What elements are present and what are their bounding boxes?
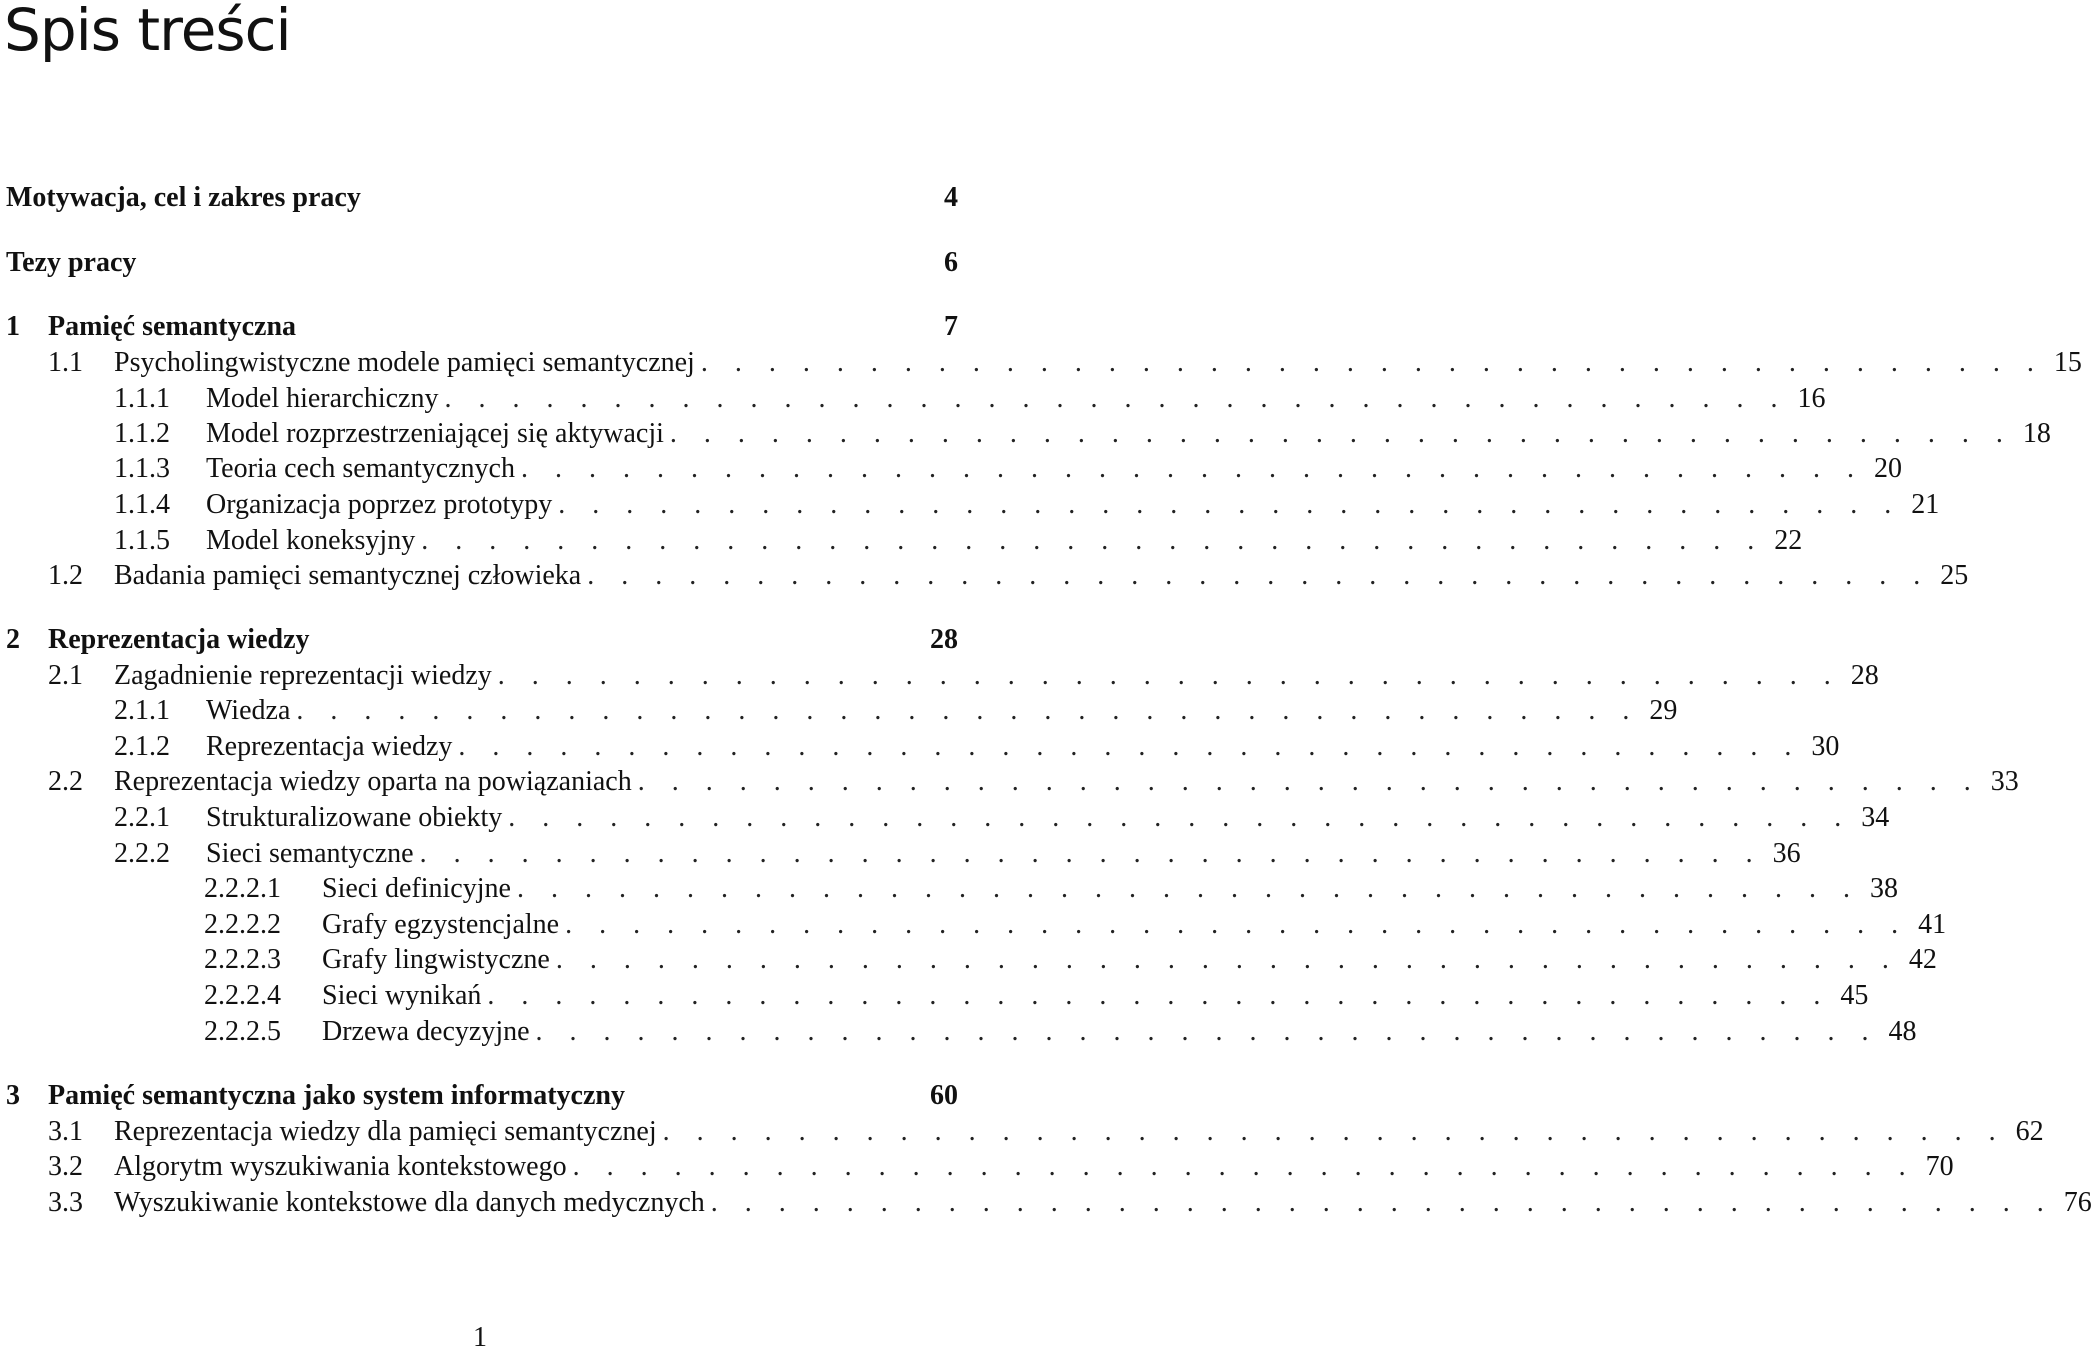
toc-subsection-entry[interactable] (0, 453, 1902, 487)
toc-subsection-entry[interactable] (0, 418, 2051, 452)
toc-leader-dots: . . . . . . . . . . . . . . . . . . . . . . . . . . . . . . . . . . . . . . . . (669, 418, 2013, 449)
toc-entry-number: 1.1.1 (114, 383, 170, 414)
toc-entry-number: 2.2.2.5 (204, 1016, 281, 1047)
toc-entry-label: Pamięć semantyczna jako system informatyczny (48, 1080, 625, 1111)
toc-section-entry[interactable] (0, 1151, 1954, 1185)
toc-entry-page: 4 (944, 182, 958, 213)
toc-entry-label: Motywacja, cel i zakres pracy (6, 182, 361, 213)
toc-leader-dots: . . . . . . . . . . . . . . . . . . . . . . . . . . . . . . . . . . . . . . . . (516, 873, 1860, 904)
toc-entry-label: Sieci wynikań (322, 980, 482, 1011)
toc-section-entry[interactable] (0, 1116, 2044, 1150)
toc-entry-label: Reprezentacja wiedzy dla pamięci semantycznej (114, 1116, 657, 1147)
toc-entry-label: Model hierarchiczny (206, 383, 439, 414)
toc-leader-dots: . . . . . . . . . . . . . . . . . . . . . . . . . . . . . . . . . . . . . . . . (587, 560, 1931, 591)
toc-leader-dots: . . . . . . . . . . . . . . . . . . . . . . . . . . . . . . . . . . . . . . . . (296, 695, 1640, 726)
toc-leader-dots: . . . . . . . . . . . . . . . . . . . . . . . . . . . . . . . . . . . . . . . . (487, 980, 1831, 1011)
toc-entry-label: Zagadnienie reprezentacji wiedzy (114, 660, 492, 691)
toc-entry-label: Teoria cech semantycznych (206, 453, 515, 484)
toc-entry-page: 15 (2053, 347, 2082, 378)
toc-entry-number: 2.1.1 (114, 695, 170, 726)
toc-entry-page: 21 (1911, 489, 1940, 520)
toc-entry-number: 2.2 (48, 766, 83, 797)
toc-entry-number: 3.2 (48, 1151, 83, 1182)
toc-leader-dots: . . . . . . . . . . . . . . . . . . . . . . . . . . . . . . . . . . . . . . . . (710, 1187, 2054, 1218)
toc-subsection-entry[interactable] (0, 525, 1803, 559)
toc-entry-page: 36 (1772, 838, 1801, 869)
toc-entry-label: Algorytm wyszukiwania kontekstowego (114, 1151, 567, 1182)
toc-entry-label: Sieci definicyjne (322, 873, 511, 904)
toc-entry-number: 1.1.2 (114, 418, 170, 449)
toc-subsection-entry[interactable] (0, 489, 1940, 523)
toc-leader-dots: . . . . . . . . . . . . . . . . . . . . . . . . . . . . . . . . . . . . . . . . (535, 1016, 1879, 1047)
toc-subsubsection-entry[interactable] (0, 980, 1869, 1014)
toc-entry-number: 2.1 (48, 660, 83, 691)
toc-leader-dots: . . . . . . . . . . . . . . . . . . . . . . . . . . . . . . . . . . . . . . . . (662, 1116, 2006, 1147)
toc-entry-number: 3.3 (48, 1187, 83, 1218)
toc-entry-number: 2.2.2.4 (204, 980, 281, 1011)
toc-subsection-entry[interactable] (0, 695, 1678, 729)
toc-entry-number: 2.2.2.1 (204, 873, 281, 904)
toc-entry-label: Grafy lingwistyczne (322, 944, 550, 975)
toc-section-entry[interactable] (0, 660, 1879, 694)
toc-subsubsection-entry[interactable] (0, 944, 1937, 978)
toc-section-entry[interactable] (0, 1187, 2092, 1221)
toc-chapter-entry[interactable] (0, 182, 960, 216)
toc-entry-number: 1.1.5 (114, 525, 170, 556)
toc-entry-page: 28 (1850, 660, 1879, 691)
toc-entry-label: Tezy pracy (6, 247, 137, 278)
toc-leader-dots: . . . . . . . . . . . . . . . . . . . . . . . . . . . . . . . . . . . . . . . . (444, 383, 1788, 414)
toc-chapter-entry[interactable] (0, 311, 960, 345)
toc-subsubsection-entry[interactable] (0, 873, 1898, 907)
toc-entry-page: 22 (1774, 525, 1803, 556)
page-title: Spis treści (4, 0, 291, 64)
toc-leader-dots: . . . . . . . . . . . . . . . . . . . . . . . . . . . . . . . . . . . . . . . . (558, 489, 1902, 520)
toc-entry-number: 1.1.4 (114, 489, 170, 520)
toc-entry-label: Pamięć semantyczna (48, 311, 297, 342)
toc-chapter-entry[interactable] (0, 624, 960, 658)
toc-leader-dots: . . . . . . . . . . . . . . . . . . . . . . . . . . . . . . . . . . . . . . . . (565, 909, 1909, 940)
toc-entry-label: Model koneksyjny (206, 525, 416, 556)
toc-entry-label: Sieci semantyczne (206, 838, 414, 869)
toc-leader-dots: . . . . . . . . . . . . . . . . . . . . . . . . . . . . . . . . . . . . . . . . (421, 525, 1765, 556)
toc-entry-label: Reprezentacja wiedzy (48, 624, 310, 655)
toc-leader-dots: . . . . . . . . . . . . . . . . . . . . . . . . . . . . . . . . . . . . . . . . (497, 660, 1841, 691)
toc-entry-page: 38 (1869, 873, 1898, 904)
toc-entry-label: Wiedza (206, 695, 291, 726)
page-number: 1 (473, 1322, 487, 1353)
toc-leader-dots: . . . . . . . . . . . . . . . . . . . . . . . . . . . . . . . . . . . . . . . . (520, 453, 1864, 484)
toc-subsection-entry[interactable] (0, 731, 1840, 765)
toc-entry-page: 29 (1649, 695, 1678, 726)
toc-entry-number: 1.2 (48, 560, 83, 591)
toc-entry-page: 62 (2015, 1116, 2044, 1147)
toc-entry-label: Wyszukiwanie kontekstowe dla danych medycznych (114, 1187, 705, 1218)
toc-subsection-entry[interactable] (0, 383, 1826, 417)
toc-section-entry[interactable] (0, 560, 1969, 594)
toc-entry-number: 1.1.3 (114, 453, 170, 484)
toc-entry-page: 70 (1925, 1151, 1954, 1182)
toc-entry-label: Reprezentacja wiedzy (206, 731, 453, 762)
toc-entry-label: Badania pamięci semantycznej człowieka (114, 560, 582, 591)
toc-section-entry[interactable] (0, 766, 2019, 800)
toc-subsubsection-entry[interactable] (0, 909, 1947, 943)
toc-entry-page: 18 (2022, 418, 2051, 449)
toc-entry-number: 2 (6, 624, 20, 655)
toc-subsection-entry[interactable] (0, 802, 1890, 836)
toc-entry-number: 2.2.2.3 (204, 944, 281, 975)
toc-entry-page: 48 (1888, 1016, 1917, 1047)
toc-entry-number: 1.1 (48, 347, 83, 378)
toc-entry-label: Reprezentacja wiedzy oparta na powiązaniach (114, 766, 632, 797)
toc-entry-number: 2.2.2.2 (204, 909, 281, 940)
toc-entry-page: 28 (930, 624, 958, 655)
toc-subsubsection-entry[interactable] (0, 1016, 1917, 1050)
toc-entry-label: Psycholingwistyczne modele pamięci semantycznej (114, 347, 695, 378)
toc-leader-dots: . . . . . . . . . . . . . . . . . . . . . . . . . . . . . . . . . . . . . . . . (555, 944, 1899, 975)
toc-entry-label: Strukturalizowane obiekty (206, 802, 503, 833)
toc-leader-dots: . . . . . . . . . . . . . . . . . . . . . . . . . . . . . . . . . . . . . . . . (419, 838, 1763, 869)
toc-entry-label: Organizacja poprzez prototypy (206, 489, 553, 520)
toc-leader-dots: . . . . . . . . . . . . . . . . . . . . . . . . . . . . . . . . . . . . . . . . (700, 347, 2044, 378)
toc-entry-label: Drzewa decyzyjne (322, 1016, 530, 1047)
toc-entry-page: 30 (1811, 731, 1840, 762)
toc-leader-dots: . . . . . . . . . . . . . . . . . . . . . . . . . . . . . . . . . . . . . . . . (572, 1151, 1916, 1182)
toc-entry-page: 16 (1797, 383, 1826, 414)
toc-entry-page: 76 (2063, 1187, 2092, 1218)
toc-entry-number: 3 (6, 1080, 20, 1111)
toc-leader-dots: . . . . . . . . . . . . . . . . . . . . . . . . . . . . . . . . . . . . . . . . (637, 766, 1981, 797)
toc-subsection-entry[interactable] (0, 838, 1801, 872)
toc-entry-page: 41 (1918, 909, 1947, 940)
toc-section-entry[interactable] (0, 347, 2082, 381)
toc-entry-page: 25 (1940, 560, 1969, 591)
toc-entry-page: 34 (1861, 802, 1890, 833)
toc-chapter-entry[interactable] (0, 1080, 960, 1114)
toc-entry-label: Model rozprzestrzeniającej się aktywacji (206, 418, 664, 449)
toc-entry-number: 2.2.1 (114, 802, 170, 833)
toc-entry-page: 60 (930, 1080, 958, 1111)
toc-entry-number: 3.1 (48, 1116, 83, 1147)
toc-entry-page: 42 (1908, 944, 1937, 975)
toc-entry-number: 2.2.2 (114, 838, 170, 869)
toc-entry-number: 1 (6, 311, 20, 342)
toc-leader-dots: . . . . . . . . . . . . . . . . . . . . . . . . . . . . . . . . . . . . . . . . (458, 731, 1802, 762)
toc-chapter-entry[interactable] (0, 247, 960, 281)
toc-entry-page: 7 (944, 311, 958, 342)
toc-leader-dots: . . . . . . . . . . . . . . . . . . . . . . . . . . . . . . . . . . . . . . . . (508, 802, 1852, 833)
toc-entry-page: 33 (1990, 766, 2019, 797)
toc-entry-label: Grafy egzystencjalne (322, 909, 560, 940)
toc-entry-page: 20 (1873, 453, 1902, 484)
toc-entry-number: 2.1.2 (114, 731, 170, 762)
toc-entry-page: 6 (944, 247, 958, 278)
toc-entry-page: 45 (1840, 980, 1869, 1011)
